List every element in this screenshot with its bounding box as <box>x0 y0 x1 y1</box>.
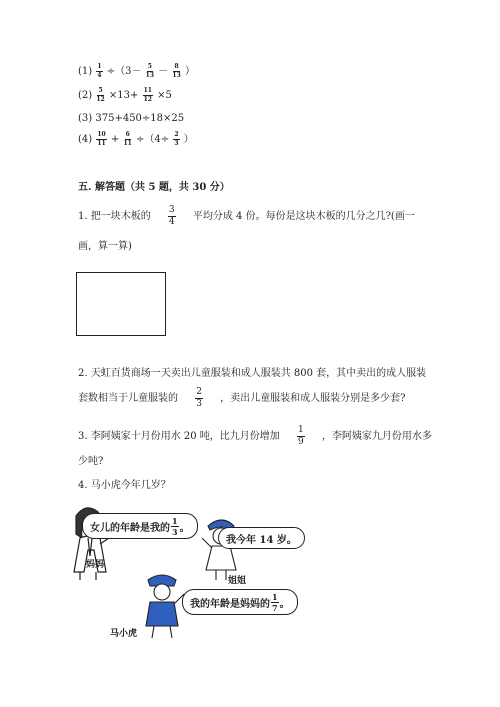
speech-bubble-sister: 我今年 14 岁。 <box>218 527 305 549</box>
fraction: $\frac{1}{9}$ <box>298 425 304 447</box>
fraction: $\frac{5}{12}$ <box>96 87 105 103</box>
section-title: 五. 解答题（共 5 题，共 30 分） <box>78 182 230 193</box>
question-2-line2: 套数相当于儿童服装的 $\frac{2}{3}$ ，卖出儿童服装和成人服装分别是多少套? <box>78 387 406 409</box>
fraction: $\frac{6}{11}$ <box>123 131 132 147</box>
calc-item-4: (4) $\frac{10}{11}$ + $\frac{6}{11}$ ÷（4÷ $\frac{2}{3}$ ） <box>78 131 194 147</box>
fraction: $\frac{2}{3}$ <box>174 131 179 147</box>
question-1: 1. 把一块木板的 $\frac{3}{4}$ 平均分成 4 份。每份是这块木板的几分之几?(画一 <box>78 205 415 227</box>
speech-bubble-boy: 我的年龄是妈妈的 $\frac{1}{7}$ 。 <box>182 589 298 615</box>
calc-item-2: (2) $\frac{5}{12}$ ×13+ $\frac{11}{12}$ ×5 <box>78 87 172 103</box>
fraction: $\frac{11}{12}$ <box>143 87 152 103</box>
question-3: 3. 李阿姨家十月份用水 20 吨，比九月份增加 $\frac{1}{9}$ ，李阿姨家九月份用水多 <box>78 425 432 447</box>
label-boy: 马小虎 <box>110 629 138 639</box>
fraction: $\frac{3}{4}$ <box>168 205 175 227</box>
question-3-line2: 少吨? <box>78 456 104 467</box>
fraction: $\frac{1}{4}$ <box>97 63 102 79</box>
drawing-box[interactable] <box>76 272 166 336</box>
calc-item-1: (1) $\frac{1}{4}$ ÷（3－ $\frac{5}{13}$ － $\frac{8}{13}$ ） <box>78 63 195 79</box>
fraction: $\frac{1}{3}$ <box>172 515 178 537</box>
fraction: $\frac{5}{13}$ <box>145 63 155 79</box>
fraction: $\frac{2}{3}$ <box>196 387 202 409</box>
question-4: 4. 马小虎今年几岁？ <box>78 480 171 491</box>
question-2-line1: 2. 天虹百货商场一天卖出儿童服装和成人服装共 800 套，其中卖出的成人服装 <box>78 368 427 379</box>
label-sister: 姐姐 <box>228 576 247 586</box>
fraction: $\frac{1}{7}$ <box>272 591 278 613</box>
fraction: $\frac{10}{11}$ <box>97 131 106 147</box>
question-1-line2: 画，算一算) <box>78 241 132 252</box>
fraction: $\frac{8}{13}$ <box>172 63 181 79</box>
label-mom: 妈妈 <box>86 560 105 570</box>
calc-item-3: (3) 375+450÷18×25 <box>78 113 185 124</box>
speech-bubble-mother: 女儿的年龄是我的 $\frac{1}{3}$ 。 <box>82 513 198 539</box>
boy-figure <box>146 575 184 638</box>
